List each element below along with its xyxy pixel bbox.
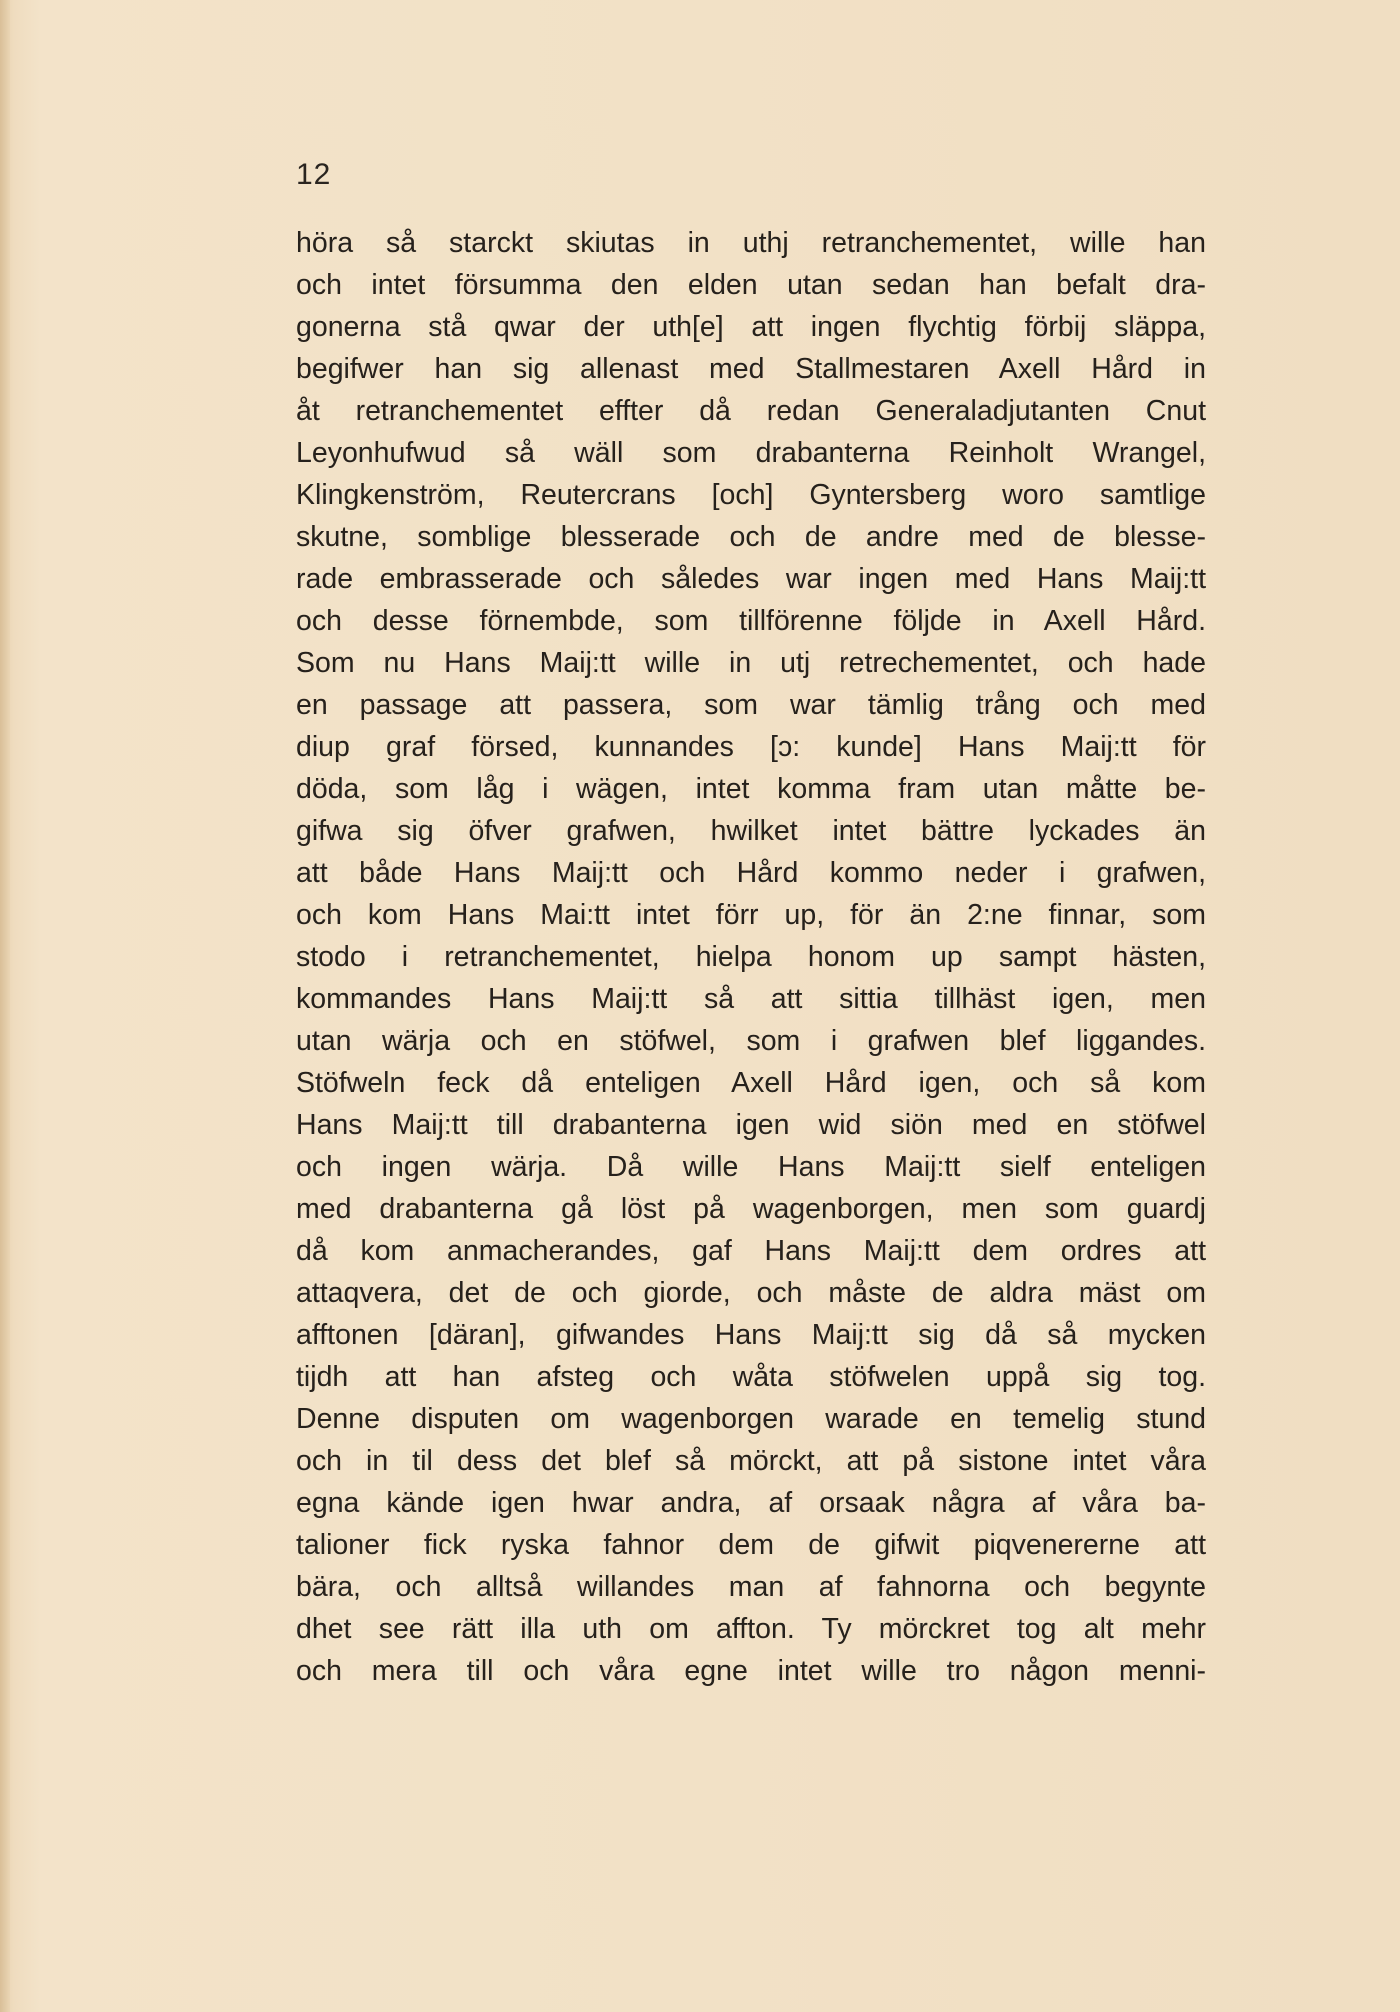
text-line: döda, som låg i wägen, intet komma fram utan måtte be-: [296, 773, 1206, 805]
text-line: bära, och alltså willandes man af fahnorna och begynte: [296, 1571, 1206, 1603]
text-line: afftonen [däran], gifwandes Hans Maij:tt sig då så mycken: [296, 1319, 1206, 1351]
text-line: begifwer han sig allenast med Stallmestaren Axell Hård in: [296, 353, 1206, 385]
text-line: gonerna stå qwar der uth[e] att ingen flychtig förbij släppa,: [296, 311, 1206, 343]
text-line: med drabanterna gå löst på wagenborgen, men som guardj: [296, 1193, 1206, 1225]
text-line: och desse förnembde, som tillförenne följde in Axell Hård.: [296, 605, 1206, 637]
text-line: och intet försumma den elden utan sedan han befalt dra-: [296, 269, 1206, 301]
text-line: då kom anmacherandes, gaf Hans Maij:tt dem ordres att: [296, 1235, 1206, 1267]
text-line: en passage att passera, som war tämlig trång och med: [296, 689, 1206, 721]
page-number: 12: [296, 158, 332, 191]
text-line: Som nu Hans Maij:tt wille in utj retrechementet, och hade: [296, 647, 1206, 679]
text-line: rade embrasserade och således war ingen med Hans Maij:tt: [296, 563, 1206, 595]
text-line: utan wärja och en stöfwel, som i grafwen blef liggandes.: [296, 1025, 1206, 1057]
text-line: dhet see rätt illa uth om affton. Ty mörckret tog alt mehr: [296, 1613, 1206, 1645]
text-line: tijdh att han afsteg och wåta stöfwelen uppå sig tog.: [296, 1361, 1206, 1393]
text-line: stodo i retranchementet, hielpa honom up sampt hästen,: [296, 941, 1206, 973]
text-line: talioner fick ryska fahnor dem de gifwit piqvenererne att: [296, 1529, 1206, 1561]
text-line: Leyonhufwud så wäll som drabanterna Reinholt Wrangel,: [296, 437, 1206, 469]
text-line: gifwa sig öfver grafwen, hwilket intet bättre lyckades än: [296, 815, 1206, 847]
text-line: och ingen wärja. Då wille Hans Maij:tt sielf enteligen: [296, 1151, 1206, 1183]
text-line: kommandes Hans Maij:tt så att sittia tillhäst igen, men: [296, 983, 1206, 1015]
text-line: Hans Maij:tt till drabanterna igen wid siön med en stöfwel: [296, 1109, 1206, 1141]
text-line: Denne disputen om wagenborgen warade en temelig stund: [296, 1403, 1206, 1435]
text-line: och mera till och våra egne intet wille tro någon menni-: [296, 1655, 1206, 1687]
text-line: Klingkenström, Reutercrans [och] Gyntersberg woro samtlige: [296, 479, 1206, 511]
text-line: höra så starckt skiutas in uthj retranchementet, wille han: [296, 227, 1206, 259]
text-line: åt retranchementet effter då redan Generaladjutanten Cnut: [296, 395, 1206, 427]
text-line: Stöfweln feck då enteligen Axell Hård igen, och så kom: [296, 1067, 1206, 1099]
text-line: och in til dess det blef så mörckt, att på sistone intet våra: [296, 1445, 1206, 1477]
text-line: egna kände igen hwar andra, af orsaak några af våra ba-: [296, 1487, 1206, 1519]
page-binding-edge: [0, 0, 10, 2012]
text-line: attaqvera, det de och giorde, och måste de aldra mäst om: [296, 1277, 1206, 1309]
body-text: [296, 222, 1206, 1692]
text-line: diup graf försed, kunnandes [ɔ: kunde] Hans Maij:tt för: [296, 731, 1206, 763]
text-line: och kom Hans Mai:tt intet förr up, för än 2:ne finnar, som: [296, 899, 1206, 931]
text-line: att både Hans Maij:tt och Hård kommo neder i grafwen,: [296, 857, 1206, 889]
text-line: skutne, somblige blesserade och de andre med de blesse-: [296, 521, 1206, 553]
